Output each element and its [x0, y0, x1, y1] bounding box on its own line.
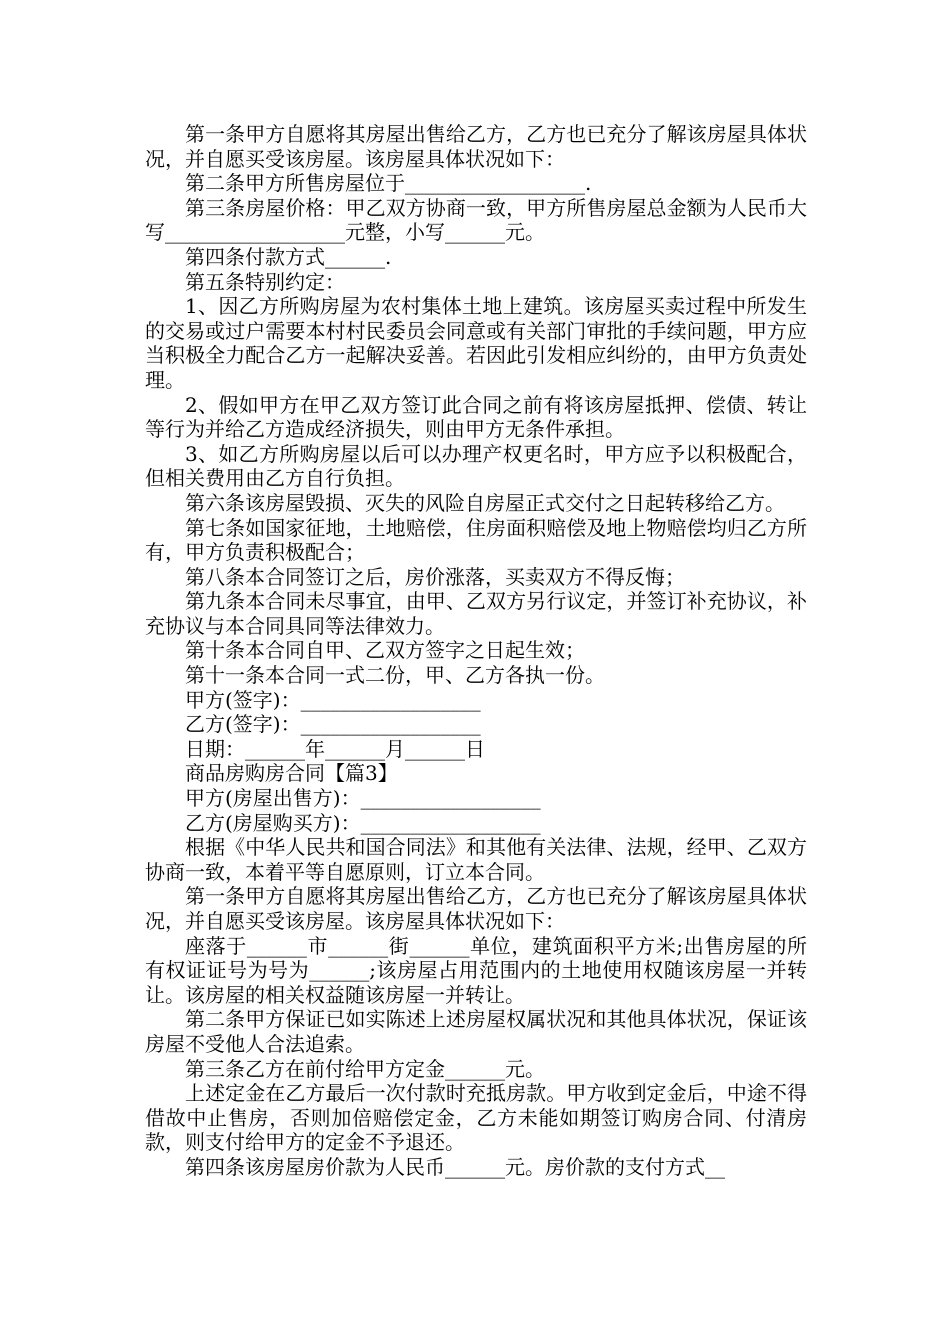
paragraph-24: 第二条甲方保证已如实陈述上述房屋权属状况和其他具体状况，保证该房屋不受他人合法追索。	[145, 1007, 807, 1056]
signature-party-b: 乙方(签字)：__________________	[185, 712, 481, 737]
paragraph-7: 2、假如甲方在甲乙双方签订此合同之前有将该房屋抵押、偿债、转让等行为并给乙方造成经济损失，则由甲方无条件承担。	[145, 392, 807, 442]
seller-line: 甲方(房屋出售方)：__________________	[185, 786, 541, 811]
signature-date: 日期：______年______月______日	[185, 736, 485, 761]
paragraph-27: 第四条该房屋房价款为人民币______元。房价款的支付方式__	[185, 1154, 725, 1179]
section-heading: 商品房购房合同【篇3】	[185, 761, 398, 786]
signature-party-a: 甲方(签字)：__________________	[185, 687, 481, 712]
paragraph-25: 第三条乙方在前付给甲方定金______元。	[185, 1056, 545, 1081]
paragraph-14: 第十一条本合同一式二份，甲、乙方各执一份。	[185, 663, 605, 688]
paragraph-2: 第二条甲方所售房屋位于__________________.	[185, 171, 592, 196]
paragraph-12: 第九条本合同未尽事宜，由甲、乙双方另行议定，并签订补充协议，补充协议与本合同具同等法律效力。	[145, 589, 807, 638]
paragraph-9: 第六条该房屋毁损、灭失的风险自房屋正式交付之日起转移给乙方。	[185, 490, 785, 515]
paragraph-10: 第七条如国家征地，土地赔偿，住房面积赔偿及地上物赔偿均归乙方所有，甲方负责积极配合；	[145, 515, 807, 565]
paragraph-13: 第十条本合同自甲、乙双方签字之日起生效；	[185, 638, 585, 663]
paragraph-1: 第一条甲方自愿将其房屋出售给乙方，乙方也已充分了解该房屋具体状况，并自愿买受该房屋。该房屋具体状况如下：	[145, 122, 807, 171]
paragraph-5: 第五条特别约定：	[185, 269, 345, 294]
paragraph-11: 第八条本合同签订之后，房价涨落，买卖双方不得反悔；	[185, 564, 685, 589]
paragraph-26: 上述定金在乙方最后一次付款时充抵房款。甲方收到定金后，中途不得借故中止售房，否则加倍赔偿定金，乙方未能如期签订购房合同、付清房款，则支付给甲方的定金不予退还。	[145, 1081, 807, 1155]
paragraph-4: 第四条付款方式______.	[185, 244, 392, 269]
buyer-line: 乙方(房屋购买方)：__________________	[185, 810, 541, 835]
paragraph-21: 根据《中华人民共和国合同法》和其他有关法律、法规，经甲、乙双方协商一致，本着平等自愿原则，订立本合同。	[145, 835, 807, 884]
paragraph-22: 第一条甲方自愿将其房屋出售给乙方，乙方也已充分了解该房屋具体状况，并自愿买受该房屋。该房屋具体状况如下：	[145, 884, 807, 933]
paragraph-23: 座落于______市______街______单位，建筑面积平方米;出售房屋的所有权证证号为号为______;该房屋占用范围内的土地使用权随该房屋一并转让。该房屋的相关权益随该房屋一并转让。	[145, 933, 807, 1007]
paragraph-8: 3、如乙方所购房屋以后可以办理产权更名时，甲方应予以积极配合，但相关费用由乙方自行负担。	[145, 441, 807, 491]
paragraph-6: 1、因乙方所购房屋为农村集体土地上建筑。该房屋买卖过程中所发生的交易或过户需要本村村民委员会同意或有关部门审批的手续问题，甲方应当积极全力配合乙方一起解决妥善。若因此引发相应纠纷的，由甲方负责处理。	[145, 294, 807, 392]
document-body	[145, 122, 807, 1180]
paragraph-3: 第三条房屋价格：甲乙双方协商一致，甲方所售房屋总金额为人民币大写__________________元整，小写______元。	[145, 195, 807, 245]
